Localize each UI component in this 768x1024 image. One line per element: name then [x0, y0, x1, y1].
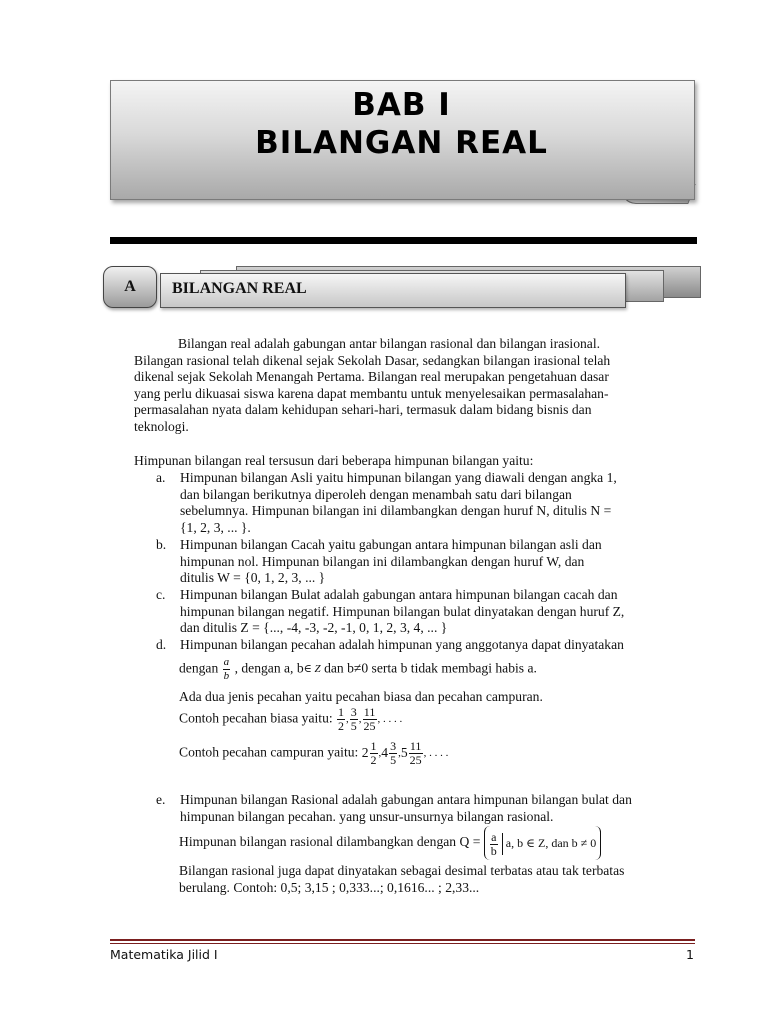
denominator: 2: [338, 719, 345, 733]
text-line: ditulis W = {0, 1, 2, 3, ... }: [180, 570, 326, 586]
footer-divider: [110, 939, 695, 941]
text-line: permasalahan nyata dalam kehidupan sehari-hari, termasuk dalam bidang bisnis dan: [134, 402, 592, 418]
text-line: {1, 2, 3, ... }.: [180, 519, 251, 535]
chapter-number: BAB I: [352, 87, 451, 123]
text-line: himpunan bilangan negatif. Himpunan bilangan bulat dinyatakan dengan huruf Z,: [180, 603, 625, 619]
ellipsis: , . . . .: [377, 713, 403, 726]
whole-number: 4: [381, 745, 389, 761]
list-label: c.: [156, 587, 166, 602]
text-line: teknologi.: [134, 418, 189, 434]
set-builder-notation: [484, 826, 601, 860]
list-label: e.: [156, 792, 166, 807]
text-fragment: Contoh pecahan campuran yaitu:: [179, 744, 359, 760]
intro-paragraph: [134, 336, 684, 436]
fraction: [389, 740, 397, 767]
comma: ,: [346, 713, 349, 726]
whole-number: 5: [400, 745, 408, 761]
numerator: 3: [390, 739, 397, 753]
set-separator: [502, 833, 503, 855]
text-fragment: , dengan a, b: [234, 660, 304, 676]
contoh-biasa-line: [179, 706, 402, 733]
fraction: [409, 740, 423, 767]
denominator: 25: [409, 753, 422, 767]
footer-book-title: Matematika Jilid I: [110, 947, 218, 962]
comma: ,: [378, 747, 382, 760]
chapter-title: [110, 86, 693, 162]
footer-divider: [110, 943, 695, 944]
text-line: dan bilangan berikutnya diperoleh dengan menambah satu dari bilangan: [180, 486, 572, 502]
comma: ,: [398, 747, 401, 760]
text-line: Bilangan rasional juga dapat dinyatakan sebagai desimal terbatas atau tak terbatas: [179, 863, 625, 878]
list-label: b.: [156, 537, 167, 552]
text-line: Himpunan bilangan Cacah yaitu gabungan antara himpunan bilangan asli dan: [180, 537, 602, 552]
fraction: [337, 706, 345, 733]
page-number: 1: [686, 947, 694, 962]
text-line: yang perlu dikuasai siswa karena dapat membantu untuk menyelesaikan permasalahan-: [134, 385, 609, 401]
numerator: 11: [409, 739, 422, 753]
whole-number: 2: [361, 745, 369, 761]
ellipsis: , . . . .: [423, 747, 449, 760]
pecahan-definition-line: [179, 656, 537, 683]
text-line: Himpunan bilangan Bulat adalah gabungan antara himpunan bilangan cacah dan: [180, 587, 618, 602]
text-line: sebelumnya. Himpunan bilangan ini dilambangkan dengan huruf N, ditulis N =: [180, 503, 612, 519]
denominator: 5: [350, 719, 357, 733]
text-fragment: dan b≠0 serta b tidak membagi habis a.: [320, 660, 537, 676]
text-line: Bilangan rasional telah dikenal sejak Sekolah Dasar, sedangkan bilangan irasional telah: [134, 352, 611, 368]
fraction: [363, 706, 377, 733]
numerator: 3: [350, 705, 357, 719]
denominator: b: [490, 843, 497, 858]
denominator: 2: [370, 753, 377, 767]
lead-sentence: Himpunan bilangan real tersusun dari beberapa himpunan bilangan yaitu:: [134, 453, 534, 468]
rasional-symbol-line: [179, 826, 601, 860]
denominator: 5: [390, 753, 397, 767]
text-fragment: Contoh pecahan biasa yaitu:: [179, 710, 333, 726]
text-line: berulang. Contoh: 0,5; 3,15 ; 0,333...; 0,1616... ; 2,33...: [179, 880, 480, 895]
text-line: Himpunan bilangan pecahan adalah himpunan yang anggotanya dapat dinyatakan: [180, 637, 624, 652]
text-fragment: dengan: [179, 660, 219, 676]
chapter-name: BILANGAN REAL: [255, 125, 548, 161]
list-label: a.: [156, 470, 166, 485]
numerator: a: [491, 829, 497, 844]
numerator: 1: [338, 705, 345, 719]
text-line: dikenal sejak Sekolah Menangah Pertama. Bilangan real merupakan pengetahuan dasar: [134, 369, 609, 385]
text-fragment: Himpunan bilangan rasional dilambangkan dengan Q =: [179, 834, 481, 850]
fraction-a-over-b: [490, 831, 498, 858]
text-line: himpunan bilangan pecahan. yang unsur-unsurnya bilangan rasional.: [180, 808, 554, 824]
fraction-a-over-b: [223, 656, 231, 683]
denominator: b: [223, 670, 230, 682]
jenis-pecahan-line: Ada dua jenis pecahan yaitu pecahan biasa dan pecahan campuran.: [179, 689, 543, 704]
set-condition: a, b ∈ Z, dan b ≠ 0: [505, 836, 597, 850]
text-line: Himpunan bilangan Rasional adalah gabungan antara himpunan bilangan bulat dan: [180, 792, 632, 807]
numerator: 1: [370, 739, 377, 753]
text-line: Himpunan bilangan Asli yaitu himpunan bilangan yang diawali dengan angka 1,: [180, 470, 617, 485]
fraction: [350, 706, 358, 733]
denominator: 25: [363, 719, 376, 733]
text-line: himpunan nol. Himpunan bilangan ini dilambangkan dengan huruf W, dan: [180, 553, 585, 569]
comma: ,: [358, 713, 362, 726]
section-letter-badge: A: [103, 266, 157, 308]
element-of-symbol: ∈ Z: [303, 663, 321, 676]
list-label: d.: [156, 637, 167, 652]
chapter-divider: [110, 237, 697, 244]
text-line: Bilangan real adalah gabungan antar bilangan rasional dan bilangan irasional.: [178, 336, 601, 351]
fraction: [370, 740, 378, 767]
text-line: dan ditulis Z = {..., -4, -3, -2, -1, 0, 1, 2, 3, 4, ... }: [180, 620, 448, 636]
numerator: 11: [363, 705, 376, 719]
contoh-campuran-line: [179, 740, 448, 767]
numerator: a: [223, 656, 230, 668]
section-title: BILANGAN REAL: [172, 280, 307, 297]
